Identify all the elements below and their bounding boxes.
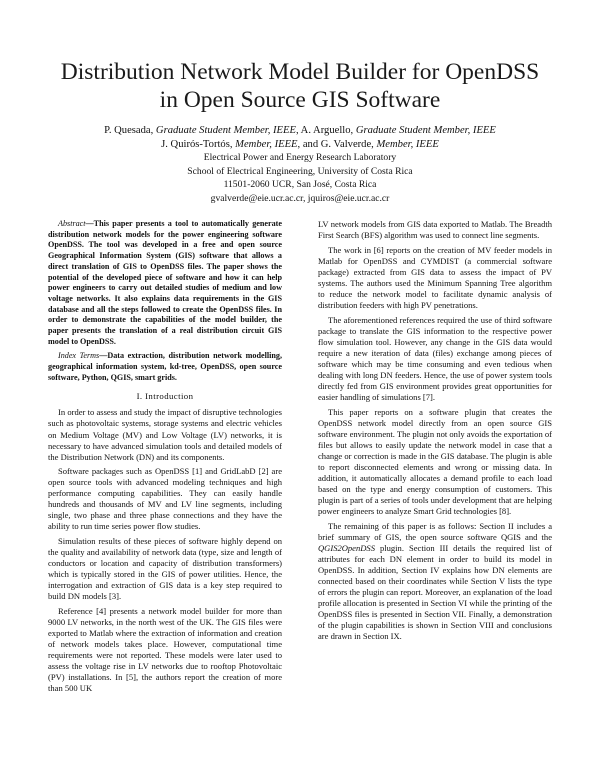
index-terms-lead: Index Terms <box>58 351 100 361</box>
author-line-1 <box>0 124 600 138</box>
paper-title <box>0 58 600 114</box>
text-run: The remaining of this paper is as follows: Section II includes a brief summary of GIS, the open source software QGIS and the <box>318 520 552 542</box>
title-line-2: in Open Source GIS Software <box>159 87 441 113</box>
right-column <box>318 219 552 646</box>
affiliation-address: 11501-2060 UCR, San José, Costa Rica <box>223 179 377 191</box>
left-column <box>48 219 282 698</box>
affiliation-emails: gvalverde@eie.ucr.ac.cr, jquiros@eie.ucr.ac.cr <box>210 192 390 204</box>
affiliation-school: School of Electrical Engineering, University of Costa Rica <box>187 165 413 177</box>
plugin-name: QGIS2OpenDSS <box>318 542 375 553</box>
author-line-2 <box>0 138 600 152</box>
author-name: J. Quirós-Tortós, <box>161 139 236 150</box>
author-role: Member, IEEE <box>376 139 439 150</box>
index-terms <box>48 351 282 383</box>
affiliation-lab: Electrical Power and Energy Research Laboratory <box>203 152 397 163</box>
paragraph: Reference [4] presents a network model builder for more than 9000 LV networks, in the north west of the UK. The GIS files were exported to Matlab where the extraction of information and creation of network models takes place. However, computational time requirements were not reported. These models were later used to assess the voltage rise in LV networks due to rooftop Photovoltaic (PV) installations. In [5], the authors report the creation of more than 500 UK <box>48 606 282 694</box>
section-heading-introduction: I. Introduction <box>136 391 194 402</box>
title-line-1: Distribution Network Model Builder for OpenDSS <box>60 59 540 85</box>
paragraph: The aforementioned references required the use of third software package to translate the GIS information to the respective power flow simulation tool. However, any change in the GIS data would require a new iteration of data (files) exchange among pieces of software which may be time consuming and even tedious when dealing with long DN feeders. Hence, the use of power system tools directly fed from GIS environment provides great opportunities for easier handling of simulations [7]. <box>318 314 552 402</box>
author-name: , A. Arguello, <box>295 125 356 136</box>
author-name: , and G. Valverde, <box>297 139 377 150</box>
author-role: Graduate Student Member, IEEE <box>355 125 496 136</box>
paragraph: Software packages such as OpenDSS [1] and GridLabD [2] are open source tools with advanced modeling techniques and high performance computing capabilities. They can easily handle hundreds and thousands of MV and LV line segments, including single, two phase and three phase connections and they have the ability to run time series power flow studies. <box>48 466 282 532</box>
affiliation <box>0 151 600 205</box>
paragraph: The work in [6] reports on the creation of MV feeder models in Matlab for OpenDSS and CYMDIST (a commercial software package) extracted from GIS data to assess the impact of PV systems. The authors used the Minimum Spanning Tree algorithm to reduce the network model to facilitate dynamic analysis of distribution feeders with high PV penetrations. <box>318 244 552 310</box>
abstract-lead: Abstract <box>58 219 86 228</box>
author-name: P. Quesada, <box>104 125 156 136</box>
paragraph: Simulation results of these pieces of software highly depend on the quality and availability of network data (type, size and length of conductors or location and capacity of distribution transformers) which is typically stored in the GIS of power utilities. Hence, the interrogation and extraction of GIS data is a key step required to build DN models [3]. <box>48 536 282 602</box>
author-list <box>0 124 600 152</box>
paragraph: This paper reports on a software plugin that creates the OpenDSS network model directly from an open source GIS software environment. The plugin not only avoids the exportation of files but allows to easily update the network model in case that a change or correction is made in the GIS database. The plugin is able to report disconnected elements and wrong or missing data. In addition, it automatically allocates a demand profile to each load based on the type and energy consumption of customers. This plugin is part of a series of tools under development that are helping power engineers to analyze Smart Grid technologies [8]. <box>318 406 552 516</box>
author-role: Graduate Student Member, IEEE <box>155 125 296 136</box>
abstract <box>48 219 282 348</box>
paragraph <box>318 521 552 643</box>
text-run: plugin. Section III details the required list of attributes for each DN element in order to build its model in OpenDSS. In addition, Section IV explains how DN elements are connected based on their coordinates while Section V lists the type of errors the plugin can report. Moreover, an explanation of the load profile allocation is presented in Section VI while the printing of the OpenDSS files is presented in Section VII. Finally, a demonstration of the plugin capabilities is shown in Section VIII and conclusions are drawn in Section IX. <box>318 542 552 642</box>
author-role: Member, IEEE <box>235 139 298 150</box>
paragraph: In order to assess and study the impact of disruptive technologies such as photovoltaic systems, storage systems and electric vehicles on Medium Voltage (MV) and Low Voltage (LV) networks, it is necessary to have advanced simulation tools and detailed models of the Distribution Network (DN) and its components. <box>48 407 282 462</box>
abstract-text: —This paper presents a tool to automatically generate distribution network models for the power engineering software OpenDSS. The tool was developed in a free and open source Geographical Information System (GIS) software that allows a direct translation of GIS to OpenDSS files. The paper shows the potential of the developed piece of software and how it can help power engineers to carry out detailed studies of medium and low voltage networks. It also explains data requirements in the GIS database and all the steps followed to create the OpenDSS files. In order to demonstrate the capabilities of the model builder, the paper presents the translation of a real distribution circuit GIS model to OpenDSS. <box>48 219 282 346</box>
index-terms-text: —Data extraction, distribution network modelling, geographical information system, kd-tree, OpenDSS, open source software, Python, QGIS, smart grids. <box>48 351 282 382</box>
paragraph: LV network models from GIS data exported to Matlab. The Breadth First Search (BFS) algorithm was used to connect line segments. <box>318 219 552 241</box>
